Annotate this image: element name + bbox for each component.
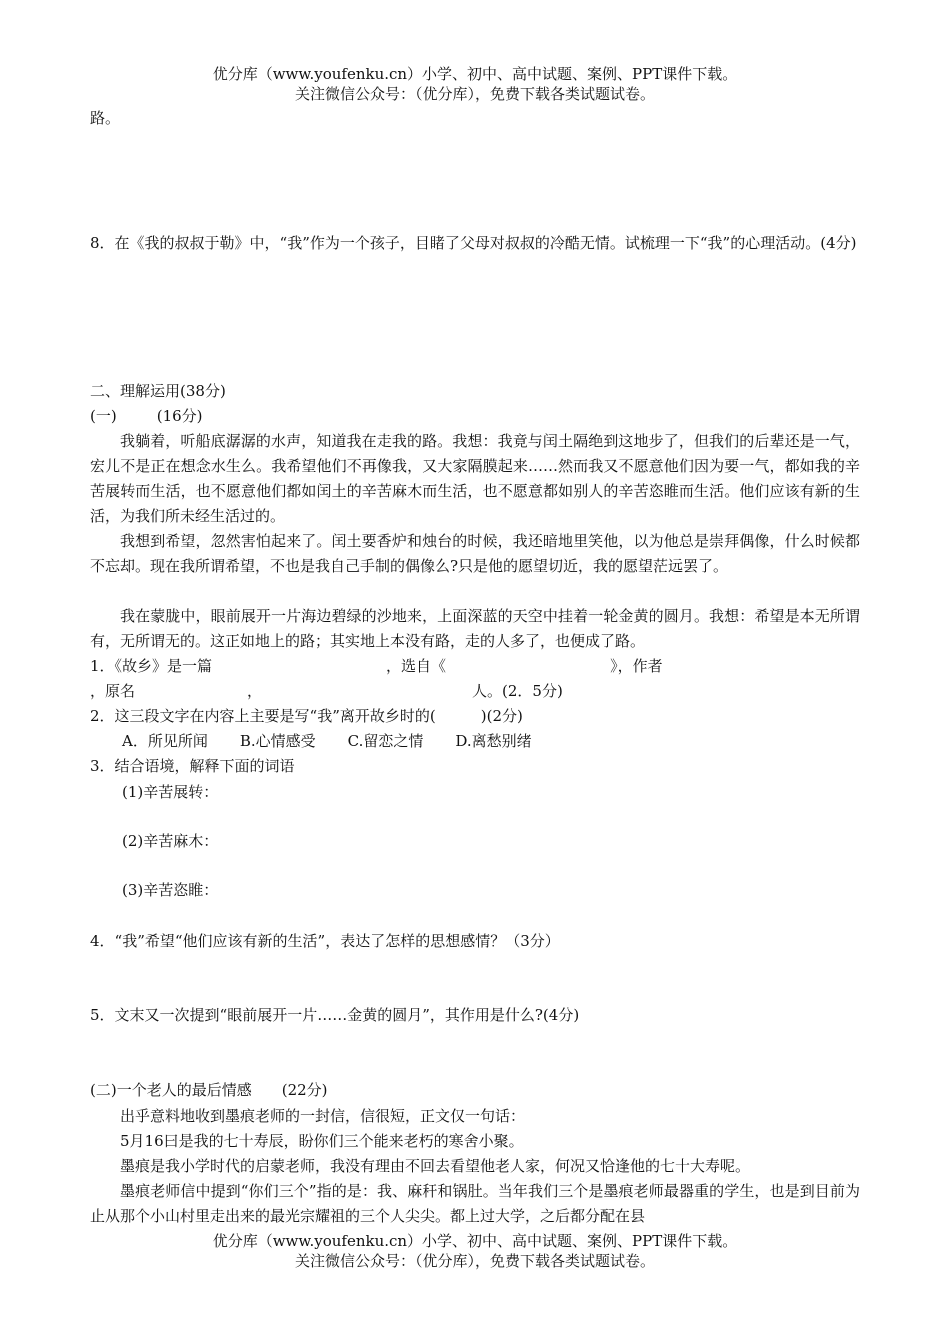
- part-1-score: (16分): [156, 407, 203, 425]
- q3-item-1: (1)辛苦展转：: [122, 783, 219, 801]
- part-2-paragraph-4: 墨痕老师信中提到“你们三个”指的是：我、麻秆和锅肚。当年我们三个是墨痕老师最器重的学生，也是到目前为止从那个小山村里走出来的最光宗耀祖的三个人尖尖。都上过大学，之后都分配在县: [90, 1182, 860, 1225]
- q1-part-d: ，原名: [90, 682, 136, 700]
- footer-line-2: 关注微信公众号：（优分库），免费下载各类试题试卷。: [294, 1252, 655, 1270]
- passage-paragraph-2: 我想到希望，忽然害怕起来了。闰土要香炉和烛台的时候，我还暗地里笑他，以为他总是崇拜偶像，什么时候都不忘却。现在我所谓希望，不也是我自己手制的偶像么?只是他的愿望切近，我的愿望茫远罢了。: [90, 532, 860, 575]
- top-fragment: 路。: [90, 109, 121, 127]
- q1-part-a: 1．《故乡》是一篇: [90, 657, 213, 675]
- question-3: 3．结合语境，解释下面的词语: [90, 757, 295, 775]
- passage-paragraph-1: 我躺着，听船底潺潺的水声，知道我在走我的路。我想：我竟与闰土隔绝到这地步了，但我们的后辈还是一气，宏儿不是正在想念水生么。我希望他们不再像我，又大家隔膜起来……然而我又不愿意他们因为要一气，都如我的辛苦展转而生活，也不愿意他们都如闰土的辛苦麻木而生活，也不愿意都如别人的辛苦恣睢而生活。他们应该有新的生活，为我们所未经生活过的。: [90, 432, 860, 525]
- question-5: 5．文末又一次提到“眼前展开一片……金黄的圆月”，其作用是什么?(4分): [90, 1006, 580, 1024]
- footer-line-1: 优分库（www.youfenku.cn）小学、初中、高中试题、案例、PPT课件下载。: [212, 1232, 738, 1250]
- q1-part-b: ，选自《: [386, 657, 447, 675]
- part-1-label: (一): [90, 407, 117, 425]
- part-2-title: (二)一个老人的最后情感: [90, 1081, 252, 1099]
- page-footer: [0, 1231, 950, 1271]
- part-2-score: (22分): [281, 1081, 328, 1099]
- part-2-paragraph-2: 5月16曰是我的七十寿辰，盼你们三个能来老朽的寒舍小聚。: [120, 1132, 524, 1150]
- header-line-1: 优分库（www.youfenku.cn）小学、初中、高中试题、案例、PPT课件下载。: [212, 65, 738, 83]
- part-1-heading: [90, 405, 203, 427]
- question-2: 2．这三段文字在内容上主要是写“我”离开故乡时的( )(2分): [90, 707, 523, 725]
- header-line-2: 关注微信公众号：（优分库），免费下载各类试题试卷。: [294, 85, 655, 103]
- question-4: 4．“我”希望“他们应该有新的生活”，表达了怎样的思想感情？（3分）: [90, 932, 560, 950]
- q2-option-c[interactable]: C.留恋之情: [347, 732, 424, 750]
- part-2-paragraph-3: 墨痕是我小学时代的启蒙老师，我没有理由不回去看望他老人家，何况又恰逢他的七十大寿呢。: [120, 1157, 751, 1175]
- question-1-line-1: [90, 655, 663, 677]
- q3-item-3: (3)辛苦恣睢：: [122, 881, 219, 899]
- section-2-title: 二、理解运用(38分): [90, 382, 226, 400]
- q2-option-b[interactable]: B.心情感受: [239, 732, 316, 750]
- question-1-line-2: [90, 680, 563, 702]
- page-header: [0, 64, 950, 104]
- q3-item-2: (2)辛苦麻木：: [122, 832, 219, 850]
- part-2-paragraph-1: 出乎意料地收到墨痕老师的一封信，信很短，正文仅一句话：: [120, 1107, 526, 1125]
- part-2-heading: [90, 1079, 328, 1101]
- q1-part-e: ，: [247, 682, 263, 700]
- question-8: 8．在《我的叔叔于勒》中，“我”作为一个孩子，目睹了父母对叔叔的冷酷无情。试梳理一下“我”的心理活动。(4分): [90, 234, 857, 252]
- q1-part-c: 》，作者: [610, 657, 663, 675]
- q1-part-f: 人。(2．5分): [472, 682, 563, 700]
- question-2-options: [122, 730, 532, 752]
- q2-option-d[interactable]: D.离愁别绪: [455, 732, 532, 750]
- passage-paragraph-3: 我在蒙胧中，眼前展开一片海边碧绿的沙地来，上面深蓝的天空中挂着一轮金黄的圆月。我想：希望是本无所谓有，无所谓无的。这正如地上的路；其实地上本没有路，走的人多了，也便成了路。: [90, 607, 860, 650]
- q2-option-a[interactable]: A．所见所闻: [122, 732, 208, 750]
